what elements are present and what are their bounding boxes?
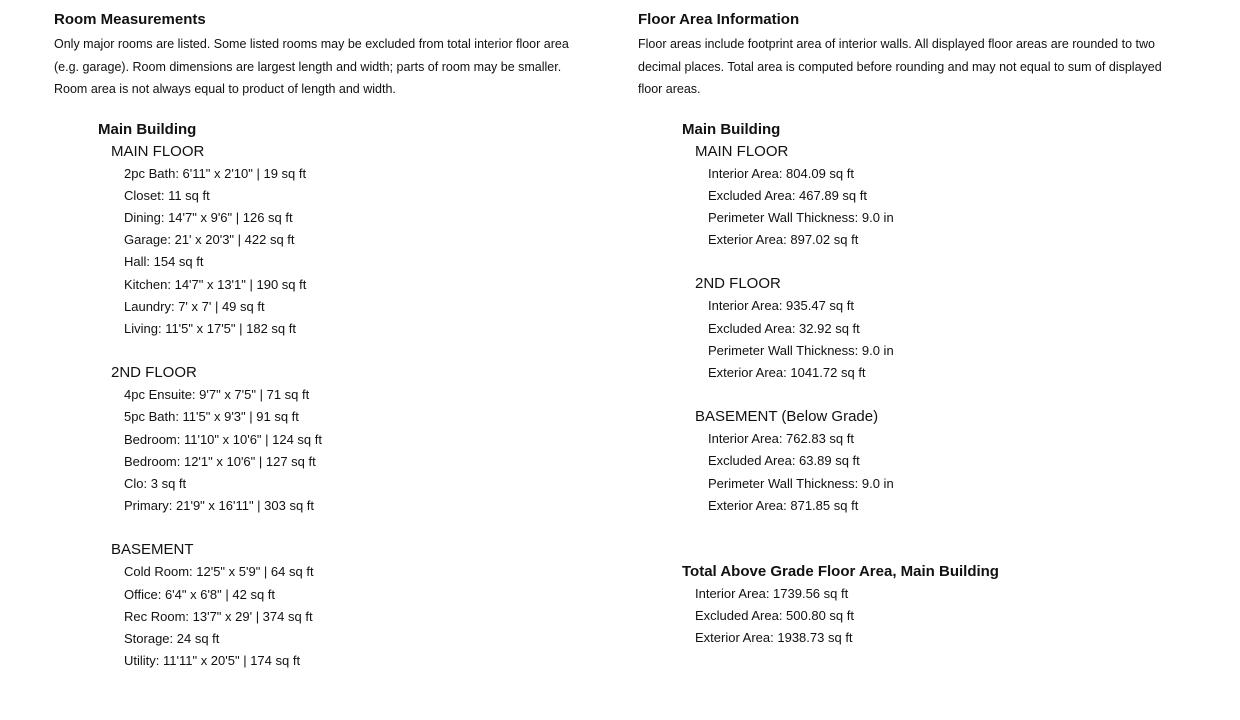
area-item: Exterior Area: 897.02 sq ft [708, 232, 859, 248]
area-item: Perimeter Wall Thickness: 9.0 in [708, 209, 894, 225]
room-item: Dining: 14'7" x 9'6" | 126 sq ft [124, 209, 293, 225]
building-title: Main Building [682, 120, 781, 138]
room-item: Living: 11'5" x 17'5" | 182 sq ft [124, 320, 296, 336]
room-item: Hall: 154 sq ft [124, 254, 204, 270]
room-item: Laundry: 7' x 7' | 49 sq ft [124, 298, 265, 314]
floor-name: MAIN FLOOR [111, 142, 205, 160]
total-area-block [682, 561, 1208, 650]
floor-basement-area [695, 406, 1208, 517]
room-measurements-description [54, 33, 614, 101]
description-line: Only major rooms are listed. Some listed rooms may be excluded from total interior floor area [54, 37, 569, 51]
floor-main-area [695, 141, 1208, 252]
building-title: Main Building [98, 120, 197, 138]
room-item: Bedroom: 12'1" x 10'6" | 127 sq ft [124, 453, 316, 469]
area-list [708, 163, 1208, 252]
floor-name: 2ND FLOOR [111, 364, 197, 382]
area-item: Exterior Area: 1041.72 sq ft [708, 364, 866, 380]
room-item: 2pc Bath: 6'11" x 2'10" | 19 sq ft [124, 165, 307, 181]
description-line: floor areas. [638, 82, 701, 96]
total-area-title: Total Above Grade Floor Area, Main Building [682, 562, 999, 580]
total-area-item: Exterior Area: 1938.73 sq ft [695, 630, 853, 646]
room-item: Office: 6'4" x 6'8" | 42 sq ft [124, 586, 276, 602]
room-measurements-title: Room Measurements [54, 11, 206, 28]
floor-area-title: Floor Area Information [638, 11, 800, 28]
room-item: Rec Room: 13'7" x 29' | 374 sq ft [124, 608, 313, 624]
floor-area-section [638, 10, 1208, 650]
floor-name: BASEMENT (Below Grade) [695, 408, 879, 426]
area-item: Perimeter Wall Thickness: 9.0 in [708, 475, 894, 491]
floor-main [111, 141, 614, 341]
area-item: Interior Area: 935.47 sq ft [708, 298, 854, 314]
description-line: decimal places. Total area is computed before rounding and may not equal to sum of displayed [638, 59, 1162, 74]
area-list [708, 295, 1208, 384]
room-measurements-section [54, 10, 614, 672]
floor-area-description [638, 33, 1208, 101]
floor-name: BASEMENT [111, 541, 194, 559]
description-line: Floor areas include footprint area of interior walls. All displayed floor areas are rounded to two [638, 37, 1155, 51]
area-item: Excluded Area: 467.89 sq ft [708, 187, 867, 203]
description-line: Room area is not always equal to product of length and width. [54, 82, 396, 96]
area-item: Interior Area: 762.83 sq ft [708, 431, 854, 447]
room-item: 5pc Bath: 11'5" x 9'3" | 91 sq ft [124, 409, 299, 425]
room-item: Kitchen: 14'7" x 13'1" | 190 sq ft [124, 276, 307, 292]
room-item: Garage: 21' x 20'3" | 422 sq ft [124, 232, 295, 248]
room-item: Clo: 3 sq ft [124, 475, 187, 491]
room-item: Primary: 21'9" x 16'11" | 303 sq ft [124, 498, 315, 514]
total-area-list [695, 583, 1208, 650]
area-item: Excluded Area: 63.89 sq ft [708, 453, 860, 469]
area-item: Exterior Area: 871.85 sq ft [708, 497, 859, 513]
floor-2nd-area [695, 273, 1208, 384]
description-line: (e.g. garage). Room dimensions are largest length and width; parts of room may be smaller. [54, 59, 562, 74]
room-list [124, 561, 614, 672]
room-item: 4pc Ensuite: 9'7" x 7'5" | 71 sq ft [124, 387, 310, 403]
room-item: Utility: 11'11" x 20'5" | 174 sq ft [124, 653, 301, 669]
floor-basement [111, 539, 614, 672]
area-item: Interior Area: 804.09 sq ft [708, 165, 854, 181]
area-item: Excluded Area: 32.92 sq ft [708, 320, 860, 336]
room-list [124, 384, 614, 517]
floor-name: MAIN FLOOR [695, 142, 789, 160]
floor-name: 2ND FLOOR [695, 275, 781, 293]
total-area-item: Excluded Area: 500.80 sq ft [695, 608, 854, 624]
building-block [682, 119, 1208, 517]
floor-2nd [111, 362, 614, 517]
area-list [708, 428, 1208, 517]
room-item: Bedroom: 11'10" x 10'6" | 124 sq ft [124, 431, 323, 447]
total-area-item: Interior Area: 1739.56 sq ft [695, 585, 849, 601]
building-block [98, 119, 614, 673]
room-item: Closet: 11 sq ft [124, 187, 210, 203]
room-item: Storage: 24 sq ft [124, 630, 220, 646]
room-list [124, 163, 614, 341]
room-item: Cold Room: 12'5" x 5'9" | 64 sq ft [124, 564, 314, 580]
area-item: Perimeter Wall Thickness: 9.0 in [708, 342, 894, 358]
